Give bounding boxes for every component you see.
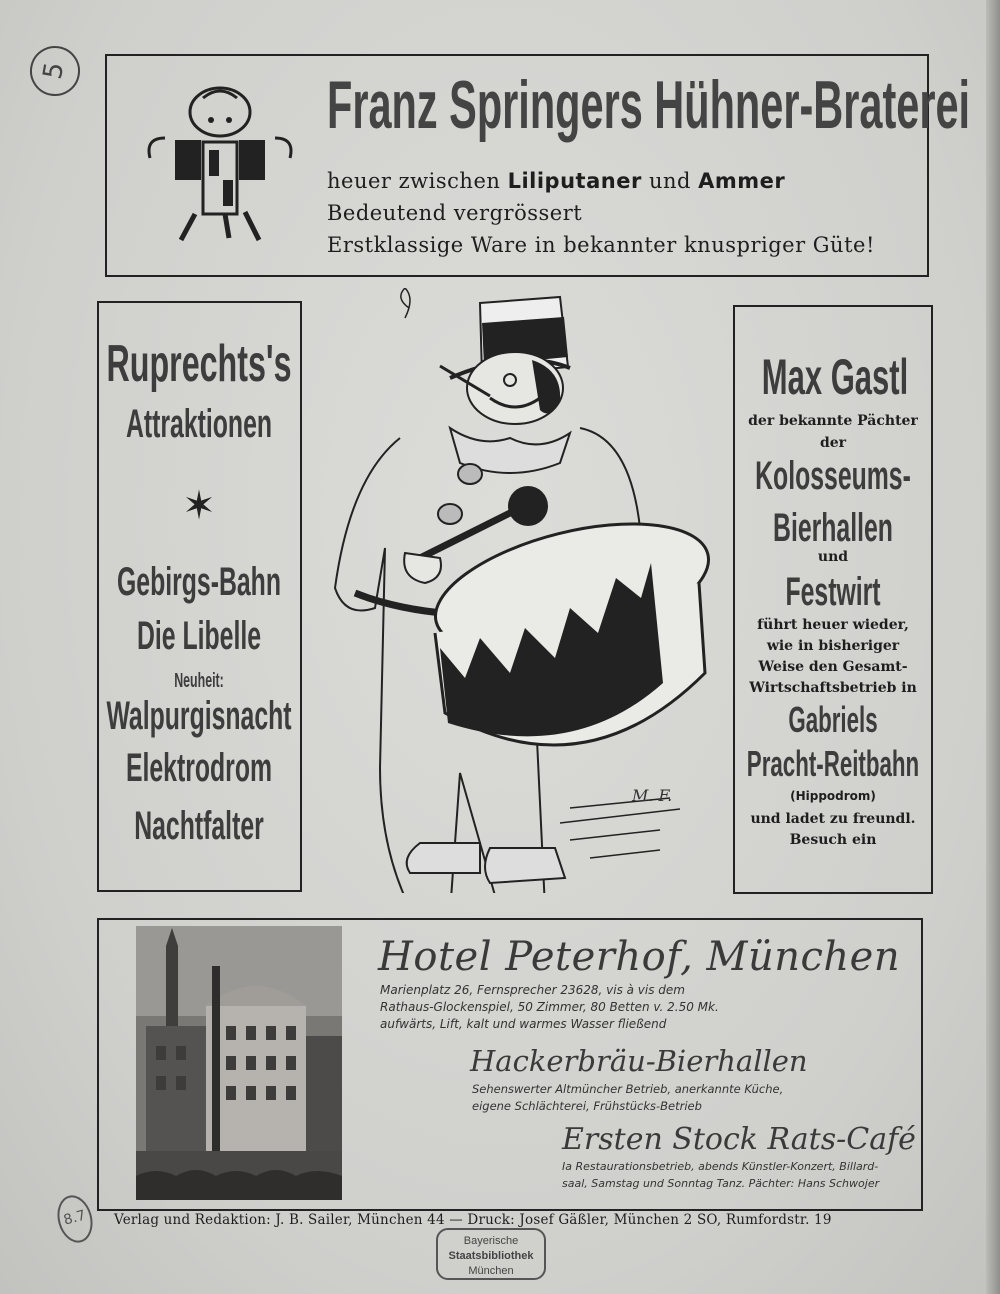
top-headline: Franz Springers Hühner-Braterei bbox=[327, 67, 971, 143]
top-line-2: Bedeutend vergrössert bbox=[327, 201, 583, 225]
right-text-6: Besuch ein bbox=[789, 832, 877, 848]
margin-oval-note: 8.7 bbox=[52, 1191, 97, 1246]
right-text-5: und ladet zu freundl. bbox=[750, 811, 916, 827]
left-item-gebirgs-bahn: Gebirgs-Bahn bbox=[117, 560, 281, 604]
illustration-signature: M. F. bbox=[632, 786, 673, 805]
left-item-walpurgisnacht: Walpurgisnacht bbox=[106, 694, 292, 738]
chef-figure-illustration bbox=[125, 80, 315, 250]
right-venue-reitbahn: Pracht-Reitbahn bbox=[746, 743, 920, 784]
left-novelty-label: Neuheit: bbox=[174, 670, 224, 692]
right-text-2: wie in bisheriger bbox=[766, 638, 900, 654]
right-name: Max Gastl bbox=[761, 349, 909, 405]
hotel-line-3: aufwärts, Lift, kalt und warmes Wasser fließend bbox=[380, 1017, 667, 1031]
right-hippodrom: (Hippodrom) bbox=[790, 789, 876, 803]
right-venue-gabriels: Gabriels bbox=[788, 699, 878, 740]
top-bold-ammer: Ammer bbox=[698, 169, 786, 193]
stamp-line-3: München bbox=[468, 1265, 514, 1277]
right-role-festwirt: Festwirt bbox=[785, 570, 881, 614]
engraving-drawing bbox=[136, 926, 342, 1200]
top-line-3: Erstklassige Ware in bekannter knuspriger Güte! bbox=[327, 233, 875, 257]
clown-drummer-illustration bbox=[310, 288, 730, 893]
top-line-1-mid: und bbox=[641, 169, 699, 193]
left-subtitle: Attraktionen bbox=[125, 402, 273, 446]
hacker-line-2: eigene Schlächterei, Frühstücks-Betrieb bbox=[472, 1099, 702, 1113]
right-venue-kolosseums: Kolosseums- bbox=[755, 454, 911, 498]
top-line-1 bbox=[327, 169, 785, 193]
star-icon: ✶ bbox=[182, 483, 216, 529]
cafe-line-1: Ia Restaurationsbetrieb, abends Künstler-Konzert, Billard- bbox=[562, 1160, 879, 1173]
right-line-1: der bekannte Pächter bbox=[748, 413, 918, 429]
cafe-line-2: saal, Samstag und Sonntag Tanz. Pächter: Hans Schwojer bbox=[562, 1177, 880, 1190]
hotel-line-2: Rathaus-Glockenspiel, 50 Zimmer, 80 Betten v. 2.50 Mk. bbox=[380, 1000, 719, 1014]
right-text-1: führt heuer wieder, bbox=[757, 617, 909, 633]
hacker-title: Hackerbräu-Bierhallen bbox=[470, 1044, 808, 1078]
left-item-elektrodrom: Elektrodrom bbox=[125, 746, 273, 790]
right-line-2: der bbox=[819, 435, 847, 451]
hotel-title: Hotel Peterhof, München bbox=[378, 934, 901, 980]
left-item-nachtfalter: Nachtfalter bbox=[134, 804, 264, 848]
left-advertisement bbox=[97, 301, 302, 892]
stamp-line-2: Staatsbibliothek bbox=[448, 1250, 534, 1262]
library-stamp bbox=[436, 1228, 546, 1280]
marienplatz-engraving bbox=[136, 926, 342, 1200]
top-bold-liliputaner: Liliputaner bbox=[507, 169, 642, 193]
cafe-title: Ersten Stock Rats-Café bbox=[562, 1122, 916, 1157]
stamp-line-1: Bayerische bbox=[463, 1235, 519, 1247]
hotel-line-1: Marienplatz 26, Fernsprecher 23628, vis à vis dem bbox=[380, 983, 685, 997]
left-item-libelle: Die Libelle bbox=[136, 614, 262, 658]
right-text-4: Wirtschaftsbetrieb in bbox=[749, 680, 917, 696]
corner-page-number: 5 bbox=[26, 42, 84, 100]
imprint-footer: Verlag und Redaktion: J. B. Sailer, München 44 — Druck: Josef Gäßler, München 2 SO, Rumfordstr. 19 bbox=[114, 1212, 832, 1228]
top-line-1-pre: heuer zwischen bbox=[327, 169, 508, 193]
right-text-3: Weise den Gesamt- bbox=[758, 659, 908, 675]
top-advertisement bbox=[105, 54, 971, 277]
left-title: Ruprechts's bbox=[106, 335, 292, 393]
right-venue-bierhallen: Bierhallen bbox=[773, 506, 893, 550]
hacker-line-1: Sehenswerter Altmüncher Betrieb, anerkannte Küche, bbox=[472, 1082, 784, 1096]
right-advertisement bbox=[733, 305, 933, 894]
right-and: und bbox=[817, 549, 849, 565]
page-edge-shadow bbox=[986, 0, 1000, 1294]
